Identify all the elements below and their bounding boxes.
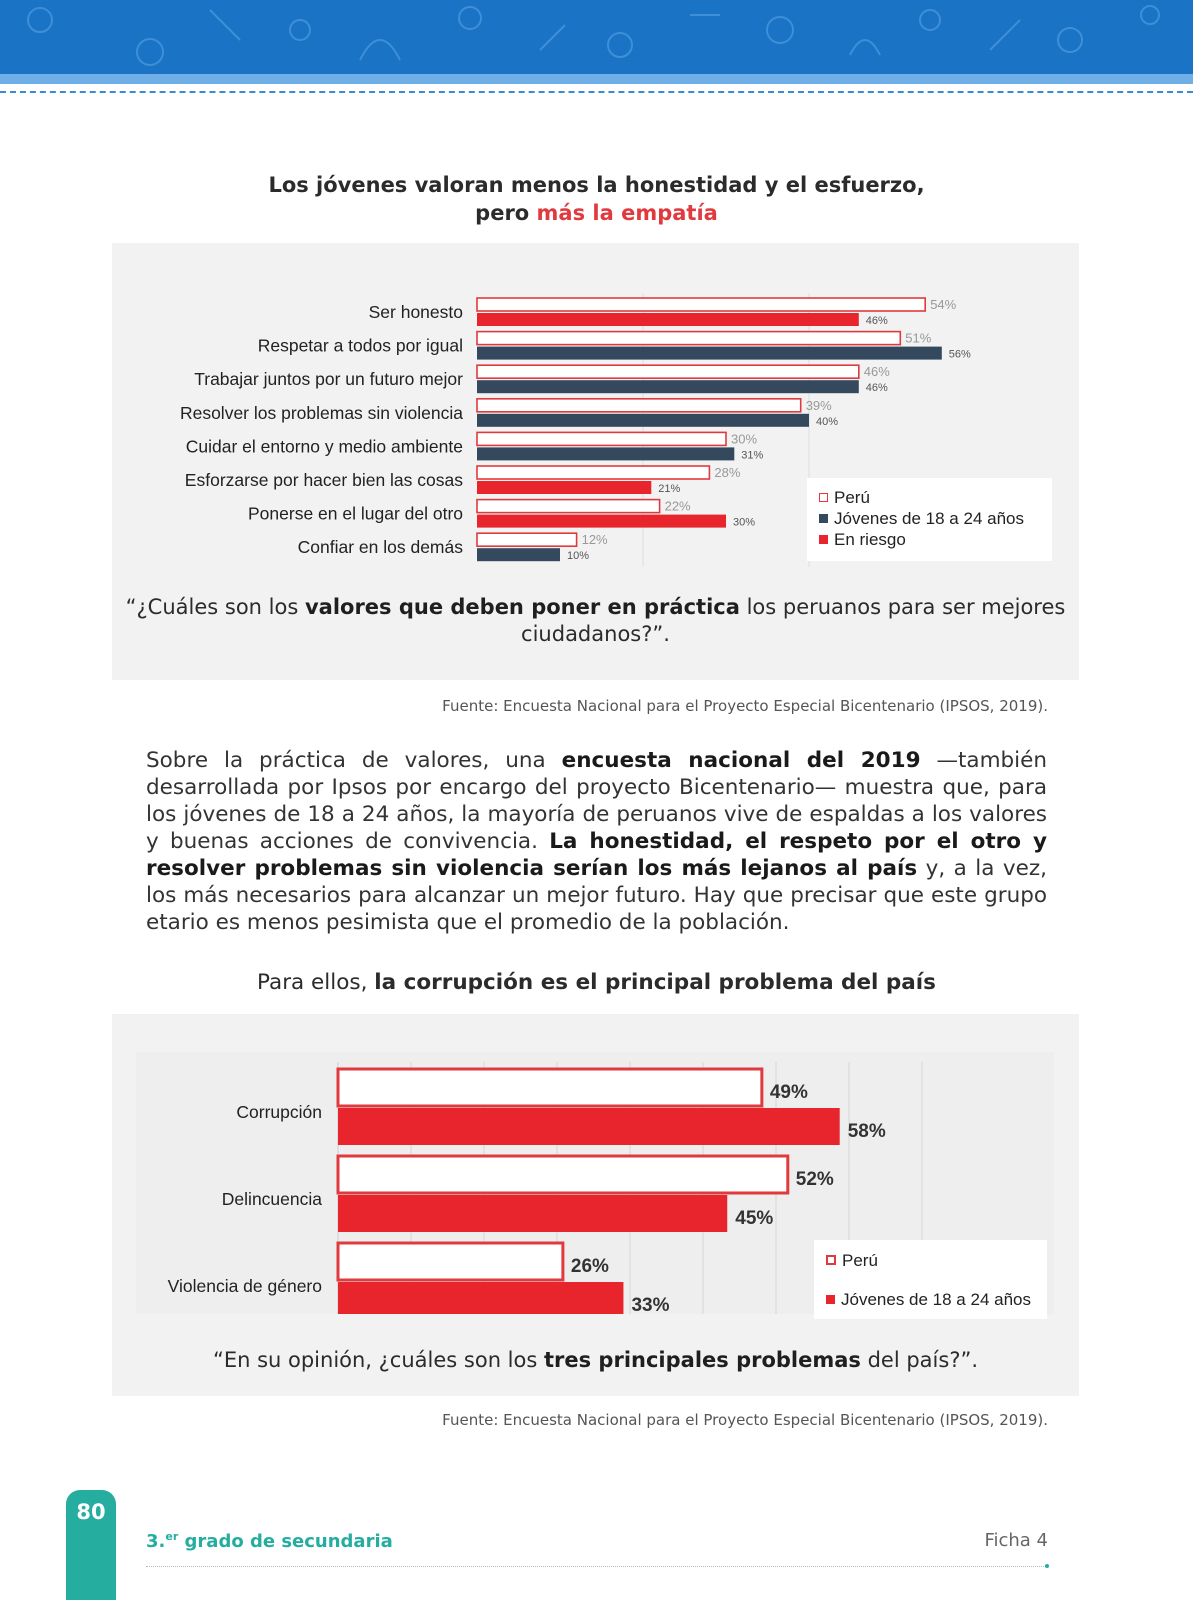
bar-peru — [477, 432, 726, 445]
bar-second-series — [477, 548, 560, 561]
category-label: Delincuencia — [221, 1189, 322, 1209]
legend2-label-jovenes: Jóvenes de 18 a 24 años — [841, 1290, 1031, 1309]
chart1-title-line1: Los jóvenes valoran menos la honestidad y el esfuerzo, — [268, 173, 925, 197]
value-label-second: 46% — [865, 382, 888, 395]
chart2-panel — [112, 1014, 1079, 1396]
legend2-swatch-jovenes — [826, 1295, 835, 1304]
chart2-title-plain: Para ellos, — [257, 970, 375, 995]
value-label-peru: 22% — [664, 498, 691, 514]
chart1-title-plain: pero — [475, 201, 537, 225]
footer-ficha: Ficha 4 — [984, 1530, 1048, 1551]
value-label-jovenes: 58% — [847, 1121, 886, 1142]
chart1-legend — [807, 478, 1052, 561]
body-text-2: —también desarrollada por Ipsos por encargo del proyecto Bicentenario— muestra que, para los jóvenes de 18 a 24 años, la mayoría de peruanos vive de espaldas a los valores y buenas acciones de convivencia. — [146, 748, 1048, 854]
chart2-caption-bold: tres principales problemas — [543, 1348, 861, 1372]
footer-grade — [146, 1530, 393, 1552]
bar-second-series — [477, 481, 651, 494]
bar-peru — [477, 332, 900, 345]
footer-grade-post: grado de secundaria — [178, 1531, 393, 1552]
value-label-peru: 28% — [714, 465, 741, 480]
bar-peru — [477, 399, 801, 412]
category-label: Corrupción — [236, 1102, 322, 1122]
value-label-second: 46% — [865, 315, 888, 327]
header-dashed-line — [0, 91, 1193, 93]
category-label: Violencia de género — [167, 1276, 322, 1296]
bar-second-series — [477, 380, 859, 393]
chart2-legend — [814, 1240, 1047, 1319]
chart1-source: Fuente: Encuesta Nacional para el Proyecto Especial Bicentenario (IPSOS, 2019). — [442, 697, 1048, 715]
value-label-second: 56% — [948, 348, 971, 361]
chart1-caption-pre: “¿Cuáles son los — [125, 595, 305, 619]
bar-second-series — [477, 313, 859, 326]
value-label-peru: 12% — [581, 532, 608, 548]
value-label-second: 30% — [733, 516, 756, 529]
value-label-jovenes: 45% — [735, 1208, 774, 1229]
bar-peru — [477, 298, 925, 311]
legend2-item-jovenes — [826, 1290, 1031, 1310]
value-label-peru: 49% — [769, 1082, 808, 1103]
value-label-second: 10% — [567, 550, 590, 563]
header-band — [0, 0, 1193, 74]
category-label: Ponerse en el lugar del otro — [248, 503, 463, 524]
bar-peru — [338, 1243, 563, 1280]
chart1-panel — [112, 243, 1079, 680]
legend-item-en-riesgo — [819, 530, 906, 550]
category-label: Confiar en los demás — [297, 537, 463, 558]
category-label: Ser honesto — [368, 302, 463, 322]
legend-label-en-riesgo: En riesgo — [834, 530, 906, 549]
category-label: Respetar a todos por igual — [257, 335, 463, 356]
chart1-caption-post: los peruanos para ser mejores ciudadanos?”. — [521, 595, 1066, 646]
value-label-jovenes: 33% — [631, 1295, 670, 1314]
chart2-caption — [112, 1347, 1079, 1374]
bar-jovenes — [338, 1108, 840, 1145]
footer-grade-sup: er — [165, 1530, 179, 1543]
category-label: Trabajar juntos por un futuro mejor — [194, 369, 463, 390]
body-bold-1: encuesta nacional del 2019 — [561, 748, 921, 773]
value-label-peru: 54% — [930, 297, 957, 312]
bar-jovenes — [338, 1282, 623, 1314]
legend-item-jovenes — [819, 509, 1024, 529]
bar-jovenes — [338, 1195, 727, 1232]
page-number-tab — [66, 1490, 116, 1600]
bar-peru — [477, 533, 577, 546]
footer-divider — [146, 1566, 1048, 1567]
legend-item-peru — [819, 488, 870, 508]
value-label-peru: 52% — [795, 1169, 834, 1190]
legend2-item-peru — [826, 1251, 878, 1271]
value-label-peru: 26% — [570, 1256, 609, 1277]
bar-peru — [338, 1156, 788, 1193]
footer-grade-pre: 3. — [146, 1531, 166, 1552]
value-label-peru: 46% — [863, 364, 890, 380]
value-label-peru: 30% — [731, 431, 758, 447]
value-label-second: 21% — [658, 483, 681, 495]
bar-peru — [477, 365, 859, 378]
legend2-swatch-peru — [826, 1255, 836, 1265]
bar-peru — [477, 466, 709, 479]
chart2-caption-pre: “En su opinión, ¿cuáles son los — [212, 1348, 544, 1372]
category-label: Cuidar el entorno y medio ambiente — [185, 436, 463, 457]
legend-label-jovenes: Jóvenes de 18 a 24 años — [834, 509, 1024, 528]
chart1-title-highlight: más la empatía — [536, 201, 718, 225]
bar-peru — [477, 500, 660, 513]
category-label: Resolver los problemas sin violencia — [179, 402, 463, 423]
body-text-3: y, a la vez, los más necesarios para alcanzar un mejor futuro. Hay que precisar que este grupo etario es menos pesimista que el promedio de la población. — [146, 856, 1047, 935]
legend-swatch-en-riesgo — [819, 535, 828, 544]
chart2-title-bold: la corrupción es el principal problema del país — [374, 970, 936, 995]
value-label-second: 31% — [741, 449, 764, 462]
value-label-peru: 51% — [905, 330, 932, 346]
chart2-source: Fuente: Encuesta Nacional para el Proyecto Especial Bicentenario (IPSOS, 2019). — [442, 1411, 1048, 1429]
chart2-title — [120, 970, 1073, 995]
body-bold-2: La honestidad, el respeto por el otro y resolver problemas sin violencia serían los más lejanos al país — [146, 829, 1047, 881]
value-label-second: 40% — [816, 415, 839, 428]
body-text-1: Sobre la práctica de valores, una — [146, 748, 562, 773]
header-stripe — [0, 74, 1193, 84]
value-label-peru: 39% — [805, 397, 832, 413]
legend-label-peru: Perú — [834, 488, 870, 507]
bar-second-series — [477, 414, 809, 427]
chart2-caption-post: del país?”. — [860, 1348, 979, 1372]
bar-second-series — [477, 347, 942, 360]
category-label: Esforzarse por hacer bien las cosas — [184, 470, 463, 490]
header-doodle-pattern — [0, 0, 1193, 74]
chart1-title-line2 — [120, 199, 1073, 227]
legend-swatch-jovenes — [819, 514, 828, 523]
page-number: 80 — [76, 1500, 106, 1524]
chart1-caption-bold: valores que deben poner en práctica — [304, 595, 740, 619]
legend2-label-peru: Perú — [842, 1251, 878, 1270]
bar-second-series — [477, 447, 734, 460]
bar-peru — [338, 1069, 762, 1106]
footer-dot — [1045, 1564, 1049, 1568]
body-paragraph — [146, 747, 1047, 936]
legend-swatch-peru — [819, 493, 828, 502]
chart1-caption — [112, 594, 1079, 648]
chart1-title — [120, 171, 1073, 227]
bar-second-series — [477, 515, 726, 528]
